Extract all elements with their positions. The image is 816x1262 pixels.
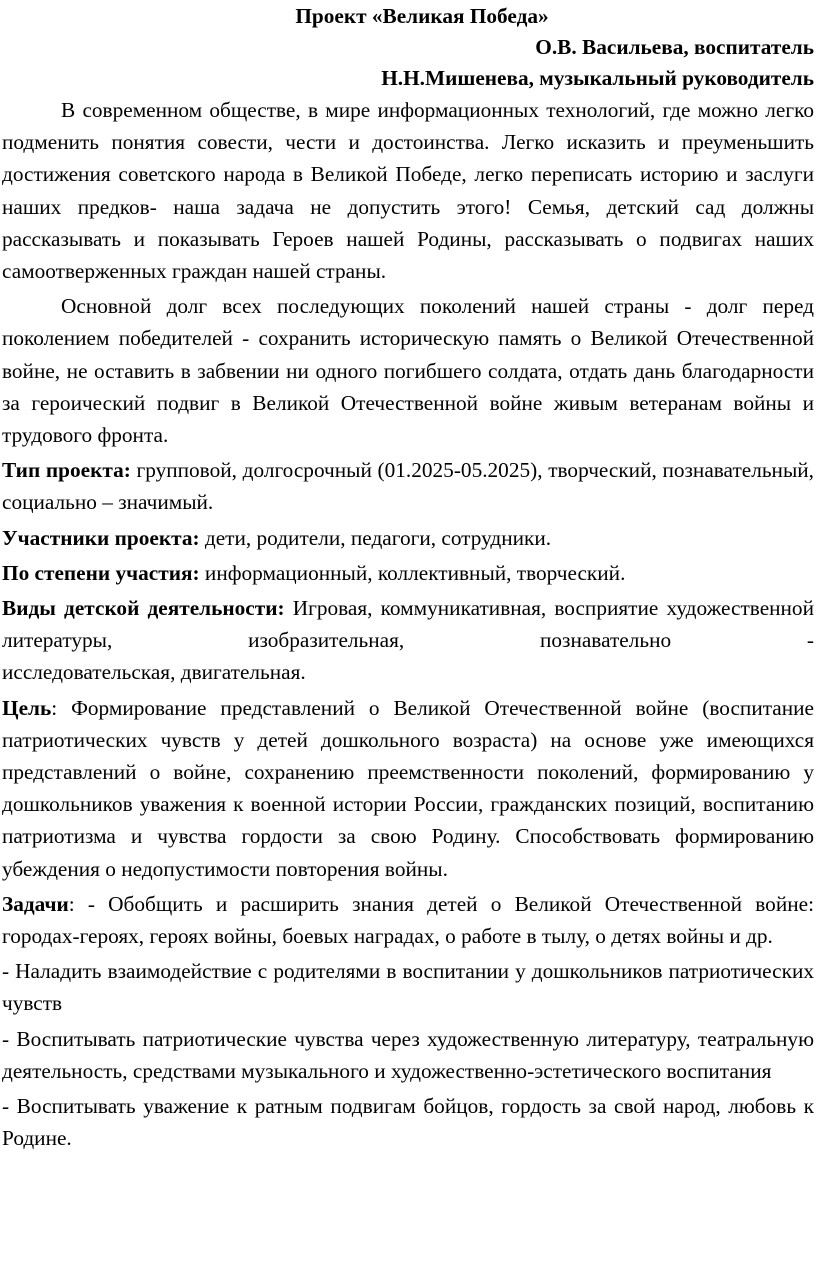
intro-paragraph-1: В современном обществе, в мире информационных технологий, где можно легко подменить понятия совести, чести и достоинства. Легко исказить и преуменьшить достижения советского народа в Великой Победе, легко переписать историю и заслуги наших предков- наша задача не допустить этого! Семья, детский сад должны рассказывать и показывать Героев нашей Родины, рассказывать о подвигах наших самоотверженных граждан нашей страны. [2, 98, 814, 284]
participation-paragraph [2, 557, 814, 589]
activities-label: Виды детской деятельности: [2, 596, 285, 621]
task-item: - Наладить взаимодействие с родителями в воспитании у дошкольников патриотических чувств [2, 959, 814, 1016]
participants-label: Участники проекта: [2, 525, 200, 550]
task-item: - Воспитывать патриотические чувства через художественную литературу, театральную деятельность, средствами музыкального и художественно-эстетического воспитания [2, 1026, 814, 1083]
activities-paragraph [2, 592, 814, 656]
project-type-paragraph [2, 454, 814, 518]
participants-value: дети, родители, педагоги, сотрудники. [199, 525, 552, 550]
goal-label: Цель [2, 695, 52, 720]
author-1: О.В. Васильева, воспитатель [535, 35, 814, 59]
tasks-paragraph [2, 888, 814, 952]
author-2: Н.Н.Мишенева, музыкальный руководитель [381, 66, 814, 90]
activities-paragraph-continued: исследовательская, двигательная. [2, 660, 306, 685]
document-title: Проект «Великая Победа» [295, 4, 549, 28]
goal-paragraph [2, 692, 814, 885]
tasks-label: Задачи [2, 891, 69, 916]
participation-label: По степени участия: [2, 560, 200, 585]
activities-value: Игровая, коммуникативная, восприятие художественной литературы, изобразительная, познавательно - [2, 596, 814, 653]
goal-value: : Формирование представлений о Великой Отечественной войне (воспитание патриотических чувств у детей дошкольного возраста) на основе уже имеющихся представлений о войне, сохранению преемственности поколений, формированию у дошкольников уважения к военной истории России, гражданских позиций, воспитанию патриотизма и чувства гордости за свою Родину. Способствовать формированию убеждения о недопустимости повторения войны. [2, 695, 814, 881]
task-item: - Воспитывать уважение к ратным подвигам бойцов, гордость за свой народ, любовь к Родине. [2, 1094, 814, 1151]
project-type-label: Тип проекта: [2, 458, 131, 483]
participation-value: информационный, коллективный, творческий. [199, 560, 626, 585]
project-type-value: групповой, долгосрочный (01.2025-05.2025), творческий, познавательный, социально – значимый. [2, 458, 814, 515]
intro-paragraph-2: Основной долг всех последующих поколений нашей страны - долг перед поколением победителей - сохранить историческую память о Великой Отечественной войне, не оставить в забвении ни одного погибшего солдата, отдать дань благодарности за героический подвиг в Великой Отечественной войне живым ветеранам войны и трудового фронта. [2, 294, 814, 448]
participants-paragraph [2, 522, 814, 554]
tasks-value: : - Обобщить и расширить знания детей о Великой Отечественной войне: городах-героях, героях войны, боевых наградах, о работе в тылу, о детях войны и др. [2, 891, 814, 949]
